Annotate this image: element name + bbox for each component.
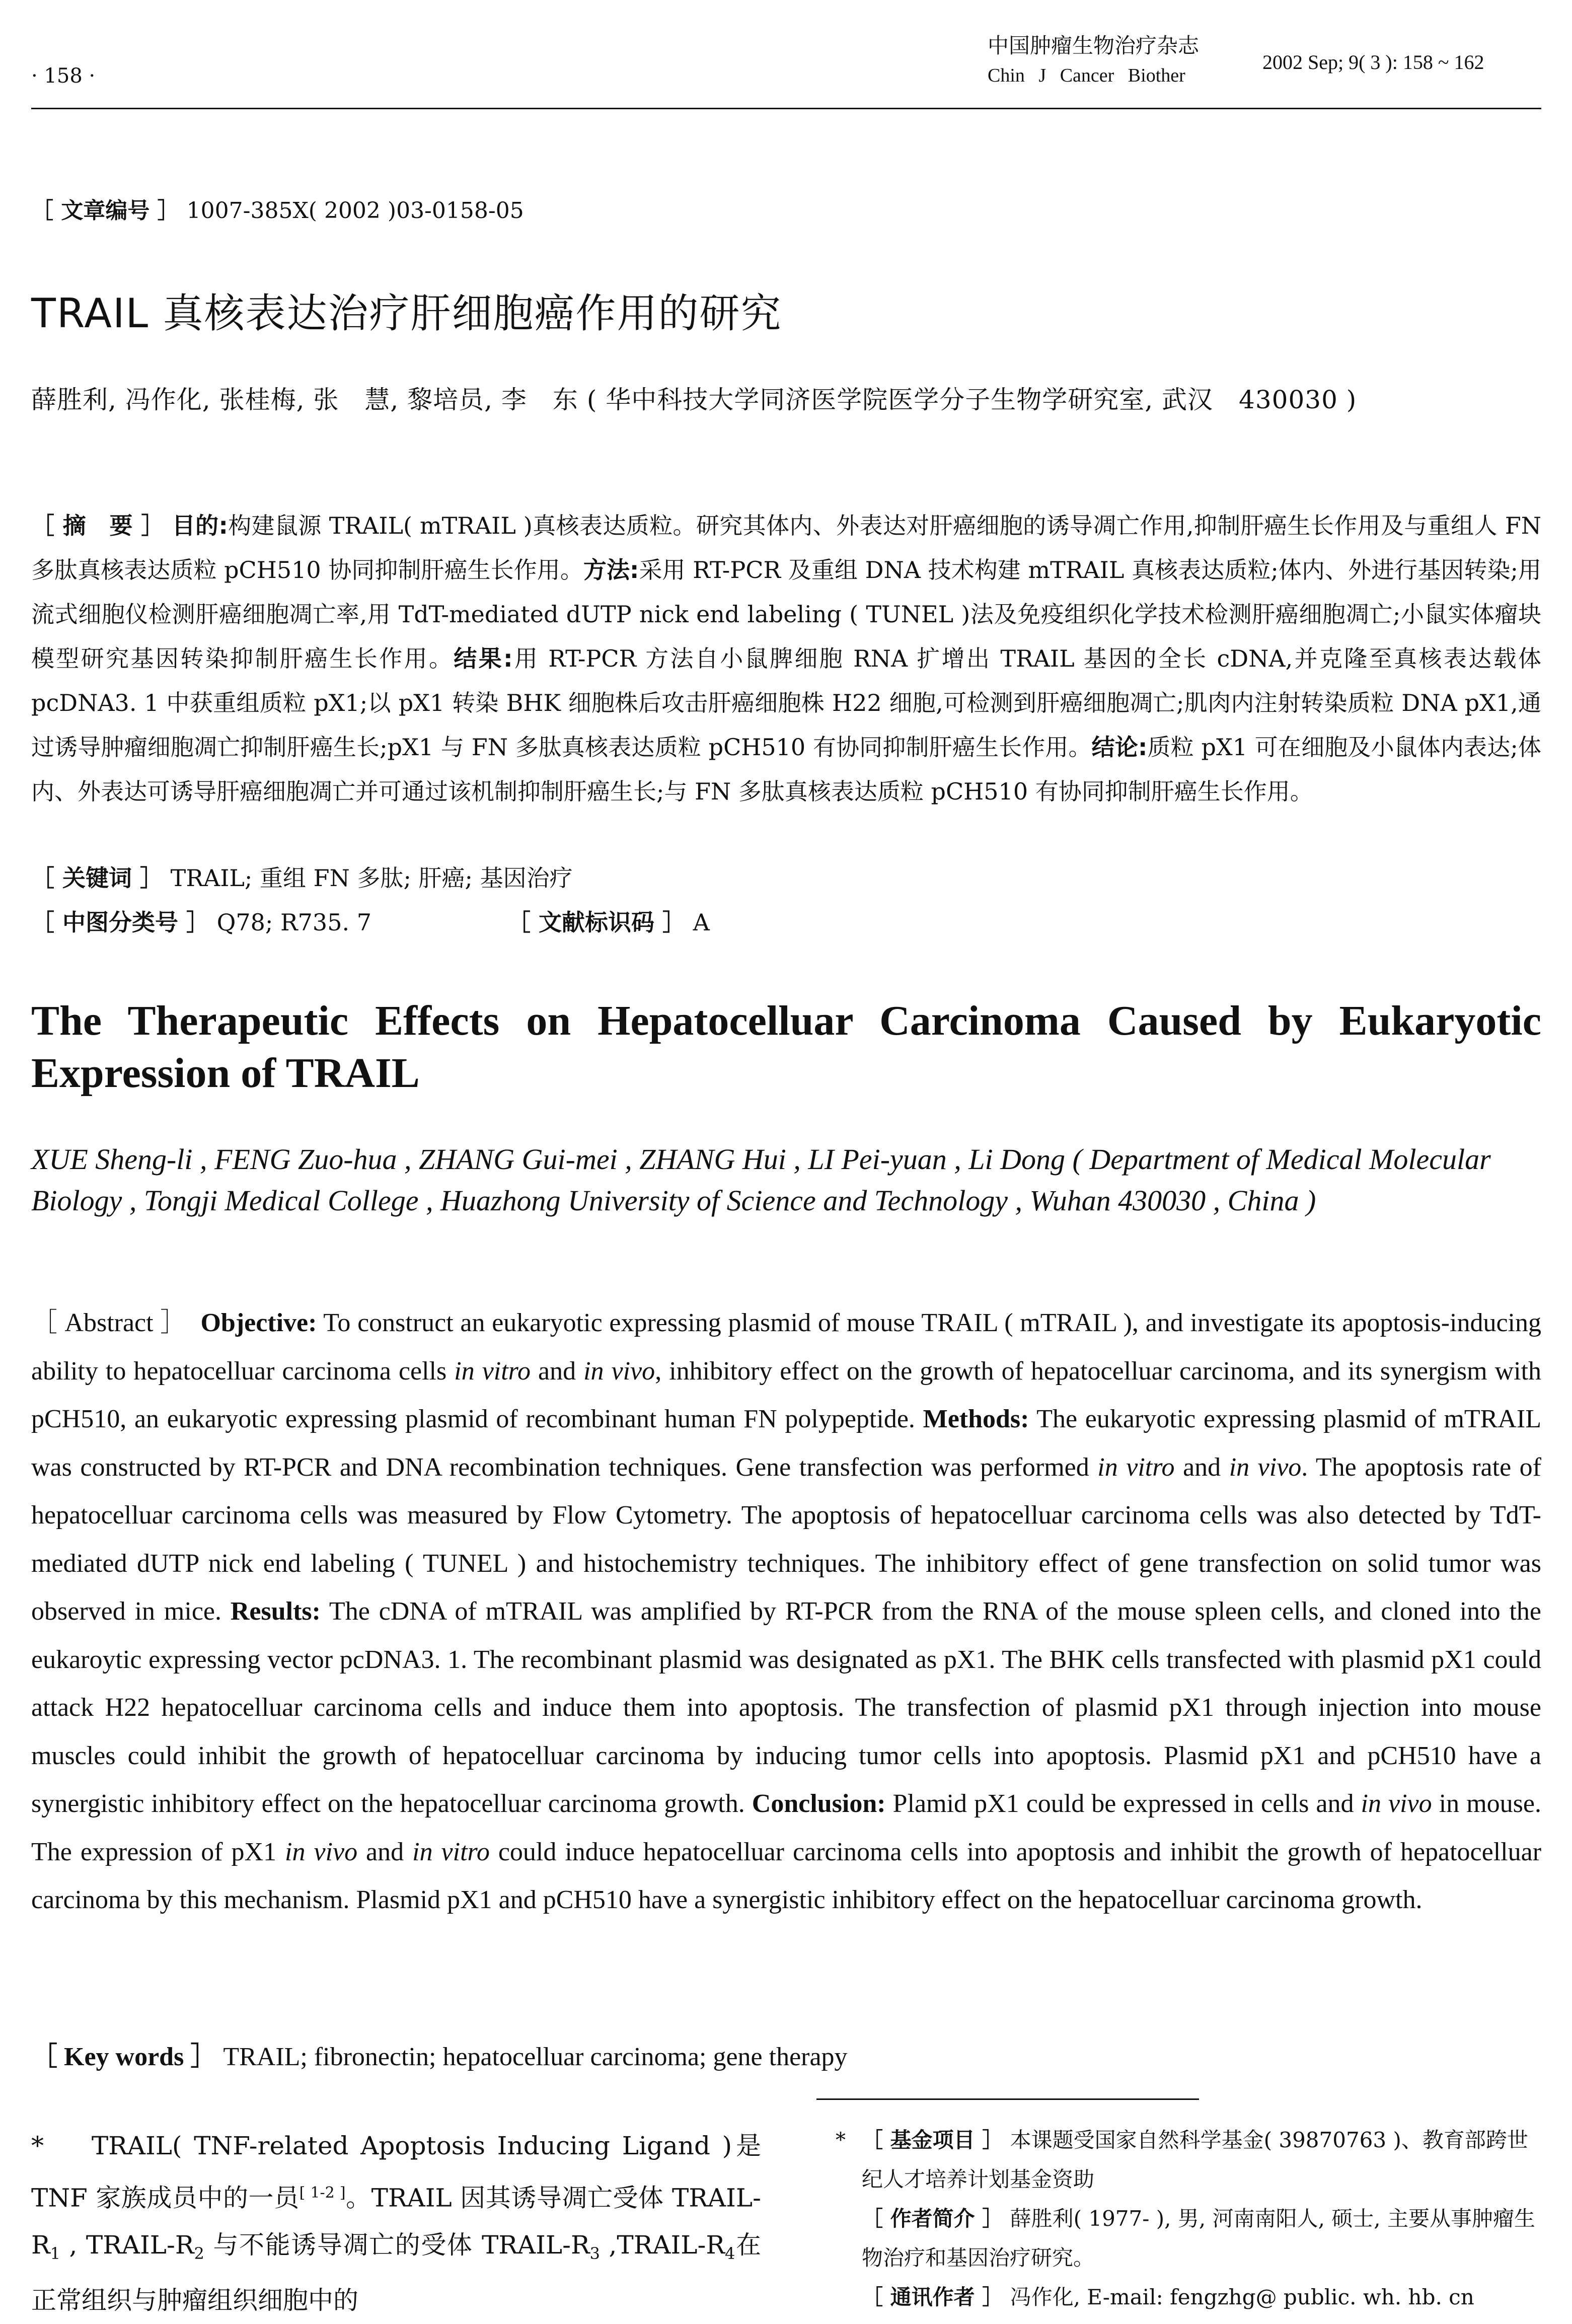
abstract-en-label: ［ Abstract ］ <box>31 1309 187 1337</box>
article-number <box>31 192 524 225</box>
body-text: 在正常组织与肿瘤组织细胞中的 <box>31 2230 762 2315</box>
body-text: 。TRAIL 因其诱导凋亡受体 TRAIL-R <box>31 2183 761 2260</box>
clc-value: Q78; R735. 7 <box>216 909 371 936</box>
footnotes <box>836 2121 1542 2317</box>
in-vivo-term: in vivo <box>1361 1789 1432 1818</box>
author-info-label: ［ 作者简介 ］ <box>862 2206 1004 2231</box>
corresponding-label: ［ 通讯作者 ］ <box>862 2285 1004 2309</box>
body-star: * <box>31 2131 44 2160</box>
header-rule <box>31 108 1541 109</box>
conclusion-en-text: and <box>357 1837 413 1866</box>
conclusion-en-text: could induce hepatocelluar carcinoma cells into apoptosis and inhibit the growth of hepatocelluar carcinoma by this mechanism. Plasmid pX1 and pCH510 have a synergistic inhibitory effect on the hepatocelluar carcinoma growth. <box>31 1837 1542 1914</box>
body-paragraph <box>31 2123 761 2324</box>
subscript: 2 <box>194 2243 204 2263</box>
conclusion-en-text: in mouse. The expression of pX1 <box>31 1789 1541 1866</box>
title-cn: TRAIL 真核表达治疗肝细胞癌作用的研究 <box>31 290 782 337</box>
reference-marker: [ 1-2 ] <box>299 2184 346 2202</box>
classification-row <box>31 900 1541 945</box>
conclusion-cn-label: 结论: <box>1091 734 1148 761</box>
objective-en-label: Objective: <box>200 1309 317 1337</box>
results-en-label: Results: <box>230 1597 321 1626</box>
authors-cn: 薛胜利, 冯作化, 张桂梅, 张 慧, 黎培员, 李 东 ( 华中科技大学同济医学院医学分子生物学研究室, 武汉 430030 ) <box>31 385 1357 414</box>
footnote-rule <box>816 2098 1199 2100</box>
conclusion-cn: 质粒 pX1 可在细胞及小鼠体内表达;体内、外表达可诱导肝癌细胞凋亡并可通过该机制抑制肝癌生长;与 FN 多肽真核表达质粒 pCH510 有协同抑制肝癌生长作用。 <box>31 734 1541 805</box>
methods-cn: 采用 RT-PCR 及重组 DNA 技术构建 mTRAIL 真核表达质粒;体内、外进行基因转染;用流式细胞仪检测肝癌细胞凋亡率,用 TdT-mediated dUTP nick end labeling ( TUNEL )法及免疫组织化学技术检测肝癌细胞凋亡;小鼠实体瘤块模型研究基因转染抑制肝癌生长作用。 <box>31 556 1542 672</box>
journal-name-en: Chin J Cancer Biother <box>988 65 1185 86</box>
subscript: 4 <box>725 2243 735 2263</box>
methods-en-text: The eukaryotic expressing plasmid of mTRAIL was constructed by RT-PCR and DNA recombination techniques. Gene transfection was performed <box>31 1405 1541 1482</box>
footnote-star: * <box>836 2129 846 2152</box>
methods-en-text: and <box>1174 1452 1229 1482</box>
in-vivo-term: in vivo <box>285 1837 358 1866</box>
author-info-text: 薛胜利( 1977- ), 男, 河南南阳人, 硕士, 主要从事肿瘤生物治疗和基因治疗研究。 <box>862 2206 1535 2270</box>
in-vivo-term: in vivo <box>1229 1452 1302 1482</box>
methods-en-text: . The apoptosis rate of hepatocelluar carcinoma cells was measured by Flow Cytometry. The apoptosis of hepatocelluar carcinoma cells was also detected by TdT-mediated dUTP nick end labeling ( TUNEL ) and histochemistry techniques. The inhibitory effect of gene transfection on solid tumor was observed in mice. <box>31 1452 1541 1626</box>
abstract-cn <box>31 503 1541 814</box>
doc-code-value: A <box>693 909 710 936</box>
methods-cn-label: 方法: <box>583 556 639 584</box>
results-en-text: The cDNA of mTRAIL was amplified by RT-PCR from the RNA of the mouse spleen cells, and cloned into the eukaroytic expressing vector pcDNA3. 1. The recombinant plasmid was designated as pX1. The BHK cells transfected with plasmid pX1 could attack H22 hepatocelluar carcinoma cells and induce them into apoptosis. The transfection of plasmid pX1 through injection into mouse muscles could inhibit the growth of hepatocelluar carcinoma by inducing tumor cells into apoptosis. Plasmid pX1 and pCH510 have a synergistic inhibitory effect on the hepatocelluar carcinoma growth. <box>31 1597 1542 1818</box>
authors-en: XUE Sheng-li , FENG Zuo-hua , ZHANG Gui-mei , ZHANG Hui , LI Pei-yuan , Li Dong ( Department of Medical Molecular Biology , Tongji Medical College , Huazhong University of Science and Technology , Wuhan 430030 , China ) <box>31 1143 1491 1217</box>
footnote-fund <box>862 2121 1542 2199</box>
conclusion-en-label: Conclusion: <box>752 1789 886 1818</box>
doc-code <box>507 900 710 945</box>
objective-cn-label: 目的: <box>172 512 228 539</box>
clc-label: ［ 中图分类号 ］ <box>31 909 210 936</box>
objective-cn: 构建鼠源 TRAIL( mTRAIL )真核表达质粒。研究其体内、外表达对肝癌细胞的诱导凋亡作用,抑制肝癌生长作用及与重组人 FN 多肽真核表达质粒 pCH510 协同抑制肝癌生长作用。 <box>31 512 1542 584</box>
body-text: 与不能诱导凋亡的受体 TRAIL-R <box>204 2230 590 2260</box>
subscript: 1 <box>50 2243 61 2263</box>
in-vivo-term: in vivo <box>583 1356 655 1386</box>
abstract-en <box>31 1299 1541 1924</box>
keywords-cn <box>31 856 573 900</box>
page-number: · 158 · <box>31 64 96 88</box>
in-vitro-term: in vitro <box>454 1356 531 1386</box>
keywords-en-label: ［ Key words ］ <box>31 2043 217 2071</box>
article-number-label: ［ 文章编号 ］ <box>31 198 180 224</box>
body-text: , TRAIL-R <box>60 2230 194 2260</box>
corresponding-text: 冯作化, E-mail: fengzhg@ public. wh. hb. cn <box>1010 2285 1474 2309</box>
in-vitro-term: in vitro <box>1097 1452 1175 1482</box>
issue-info: 2002 Sep; 9( 3 ): 158 ~ 162 <box>1262 51 1484 74</box>
objective-en-text: , inhibitory effect on the growth of hepatocelluar carcinoma, and its synergism with pCH510, an eukaryotic expressing plasmid of recombinant human FN polypeptide. <box>31 1356 1542 1433</box>
objective-en-text: To construct an eukaryotic expressing plasmid of mouse TRAIL ( mTRAIL ), and investigate its apoptosis-inducing ability to hepatocelluar carcinoma cells <box>31 1309 1542 1386</box>
article-number-value: 1007-385X( 2002 )03-0158-05 <box>186 198 524 224</box>
abstract-cn-label: ［ 摘 要 ］ <box>31 512 165 539</box>
footnote-corresponding <box>862 2278 1542 2317</box>
results-cn: 用 RT-PCR 方法自小鼠脾细胞 RNA 扩增出 TRAIL 基因的全长 cDNA,并克隆至真核表达载体 pcDNA3. 1 中获重组质粒 pX1;以 pX1 转染 BHK 细胞株后攻击肝癌细胞株 H22 细胞,可检测到肝癌细胞凋亡;肌肉内注射转染质粒 DNA pX1,通过诱导肿瘤细胞凋亡抑制肝癌生长;pX1 与 FN 多肽真核表达质粒 pCH510 有协同抑制肝癌生长作用。 <box>31 645 1541 761</box>
objective-en-text: and <box>531 1356 584 1386</box>
results-cn-label: 结果: <box>454 645 513 672</box>
conclusion-en-text: Plamid pX1 could be expressed in cells and <box>885 1789 1361 1818</box>
title-en: The Therapeutic Effects on Hepatocelluar Carcinoma Caused by Eukaryotic Expression of TRAIL <box>31 997 1541 1097</box>
fund-text: 本课题受国家自然科学基金( 39870763 )、教育部跨世纪人才培养计划基金资助 <box>862 2128 1528 2192</box>
methods-en-label: Methods: <box>923 1405 1029 1433</box>
keywords-en-value: TRAIL; fibronectin; hepatocelluar carcinoma; gene therapy <box>223 2043 848 2071</box>
keywords-en <box>31 2033 1541 2081</box>
body-text: TRAIL( TNF-related Apoptosis Inducing Ligand )是 TNF 家族成员中的一员 <box>31 2131 762 2213</box>
keywords-cn-value: TRAIL; 重组 FN 多肽; 肝癌; 基因治疗 <box>170 864 573 892</box>
subscript: 3 <box>589 2243 601 2263</box>
journal-name-cn: 中国肿瘤生物治疗杂志 <box>988 33 1200 58</box>
in-vitro-term: in vitro <box>412 1837 490 1866</box>
keywords-cn-label: ［ 关键词 ］ <box>31 864 164 892</box>
doc-code-label: ［ 文献标识码 ］ <box>507 909 686 936</box>
body-text: ,TRAIL-R <box>600 2230 725 2260</box>
fund-label: ［ 基金项目 ］ <box>862 2128 1004 2152</box>
footnote-author <box>862 2199 1542 2278</box>
